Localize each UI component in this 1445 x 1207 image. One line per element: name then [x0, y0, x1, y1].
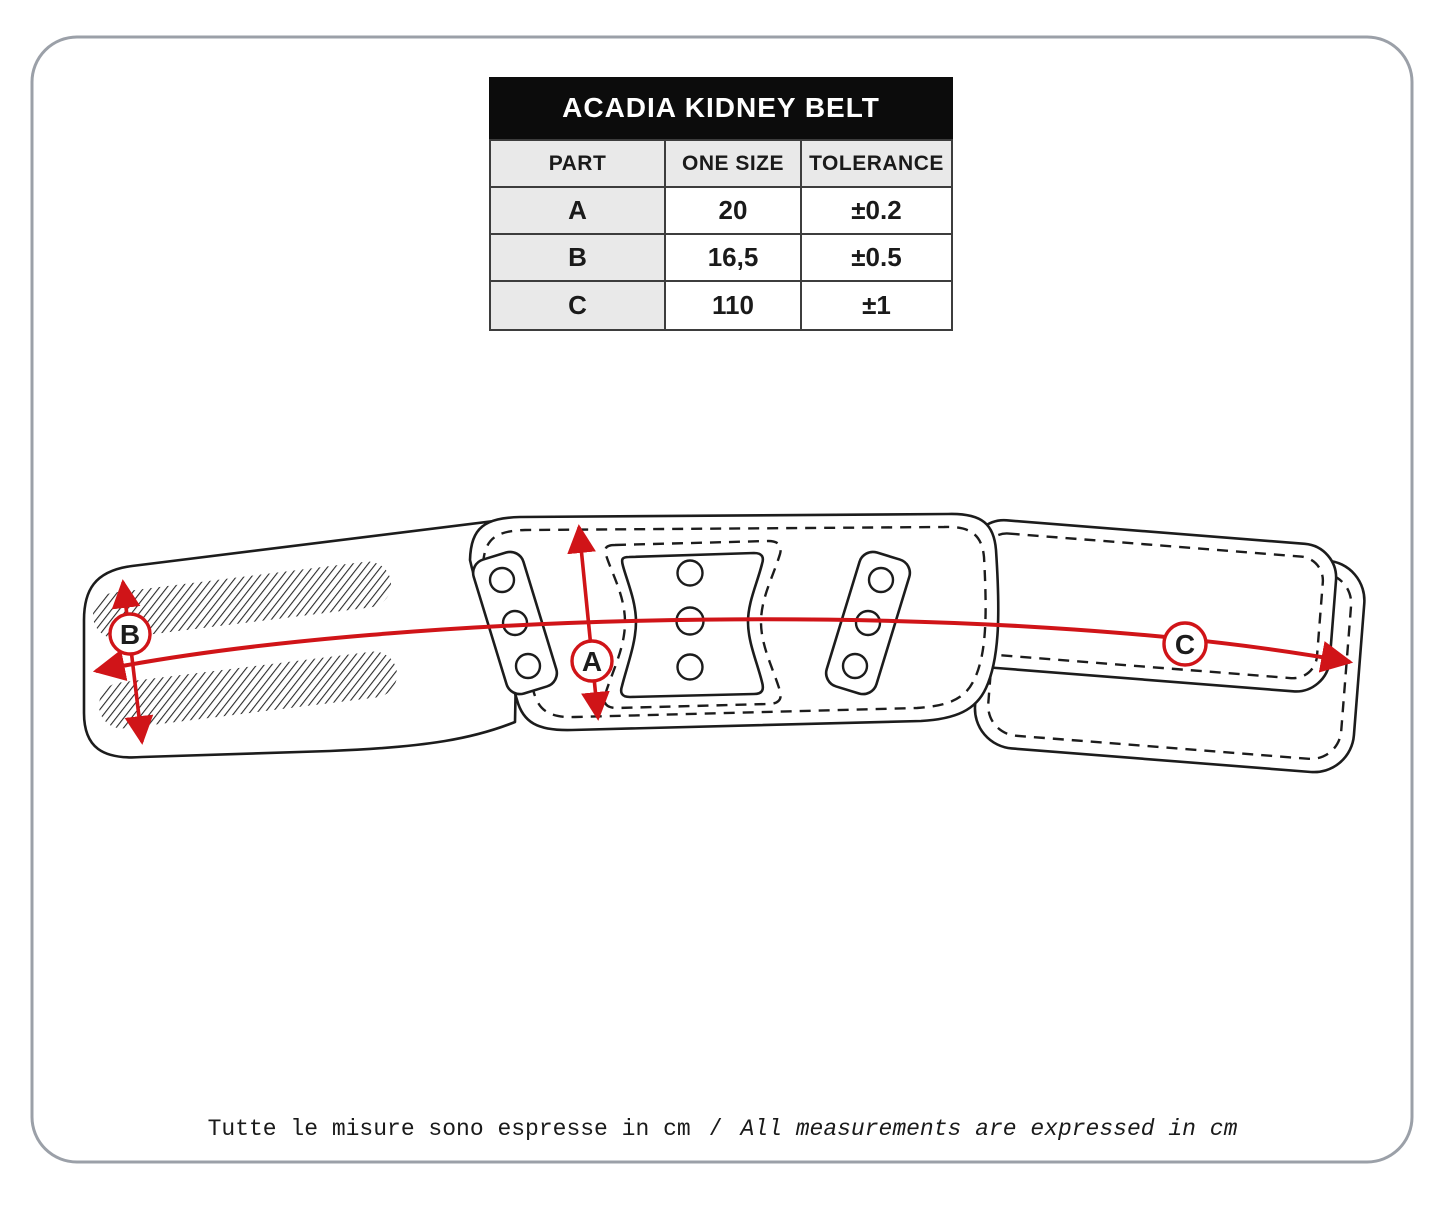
- note-separator: /: [708, 1116, 723, 1142]
- row-a-tolerance: ±0.2: [802, 188, 951, 235]
- measure-label-c: C: [1174, 629, 1196, 660]
- row-b-tolerance: ±0.5: [802, 235, 951, 282]
- row-b-part: B: [491, 235, 666, 282]
- row-c-tolerance: ±1: [802, 282, 951, 329]
- column-header-one-size: ONE SIZE: [666, 141, 802, 188]
- measure-badge-c: [1164, 623, 1206, 665]
- measure-badge-b: [110, 614, 150, 654]
- table-title: ACADIA KIDNEY BELT: [489, 77, 953, 139]
- column-header-tolerance: TOLERANCE: [802, 141, 951, 188]
- row-c-part: C: [491, 282, 666, 329]
- note-english: All measurements are expressed in cm: [740, 1116, 1238, 1142]
- size-chart-table: [489, 77, 953, 331]
- row-a-one-size: 20: [666, 188, 802, 235]
- measure-label-b: B: [119, 619, 141, 650]
- measure-badge-a: [572, 641, 612, 681]
- row-b-one-size: 16,5: [666, 235, 802, 282]
- row-a-part: A: [491, 188, 666, 235]
- table-grid: [489, 139, 953, 331]
- right-strap: [961, 518, 1338, 694]
- row-c-one-size: 110: [666, 282, 802, 329]
- measure-label-a: A: [581, 646, 603, 677]
- measurement-note: [0, 1116, 1445, 1142]
- column-header-part: PART: [491, 141, 666, 188]
- note-italian: Tutte le misure sono espresse in cm: [207, 1116, 691, 1142]
